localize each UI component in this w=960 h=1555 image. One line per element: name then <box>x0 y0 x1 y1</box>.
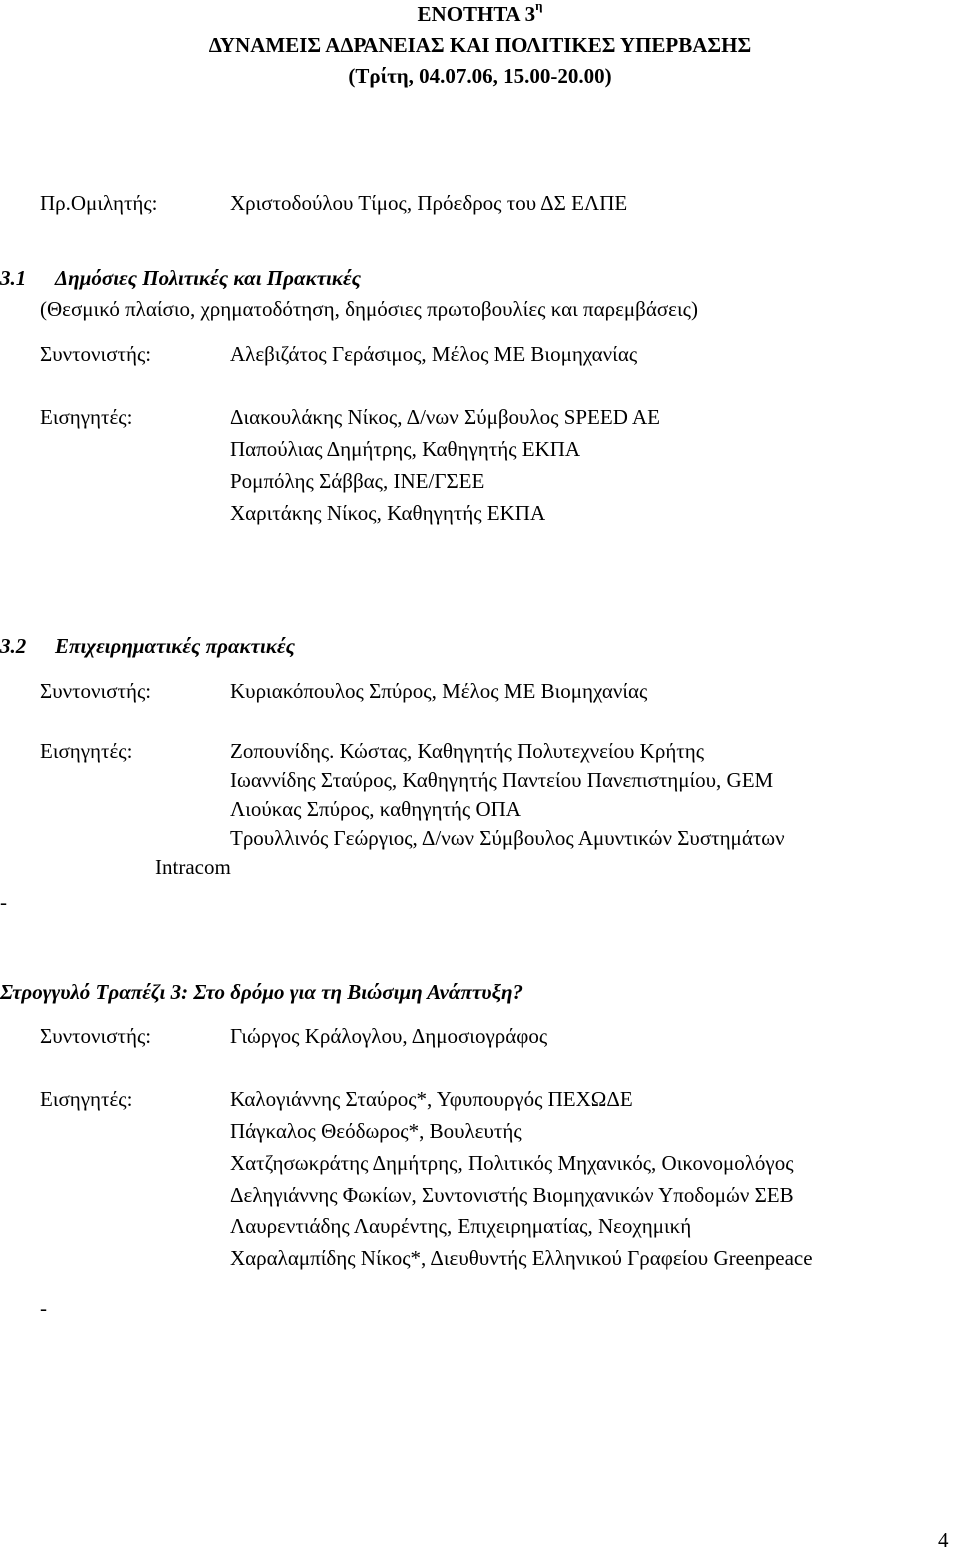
document-date: (Τρίτη, 04.07.06, 15.00-20.00) <box>348 64 612 88</box>
section-1-subtitle: (Θεσμικό πλαίσιο, χρηματοδότηση, δημόσιες πρωτοβουλίες και παρεμβάσεις) <box>40 297 698 321</box>
section-2-number: 3.2 <box>0 634 27 658</box>
roundtable-coordinator: Γιώργος Κράλογλου, Δημοσιογράφος <box>230 1024 548 1048</box>
main-speaker-label: Πρ.Ομιλητής: <box>40 191 158 215</box>
roundtable-speaker: Καλογιάννης Σταύρος*, Υφυπουργός ΠΕΧΩΔΕ <box>230 1087 633 1111</box>
roundtable-speaker: Χαραλαμπίδης Νίκος*, Διευθυντής Ελληνικού Γραφείου Greenpeace <box>230 1246 813 1270</box>
title-main: ΕΝΟΤΗΤΑ 3 <box>417 2 536 26</box>
section-1-speaker: Παπούλιας Δημήτρης, Καθηγητής ΕΚΠΑ <box>230 437 581 461</box>
document-subtitle: ΔΥΝΑΜΕΙΣ ΑΔΡΑΝΕΙΑΣ ΚΑΙ ΠΟΛΙΤΙΚΕΣ ΥΠΕΡΒΑΣΗΣ <box>208 33 752 57</box>
section-1-speaker: Χαριτάκης Νίκος, Καθηγητής ΕΚΠΑ <box>230 501 546 525</box>
page-number: 4 <box>938 1528 949 1552</box>
section-2-dash: - <box>0 890 7 914</box>
section-2-speakers-label: Εισηγητές: <box>40 739 133 763</box>
roundtable-speaker: Χατζησωκράτης Δημήτρης, Πολιτικός Μηχανικός, Οικονομολόγος <box>230 1151 794 1175</box>
roundtable-speaker: Πάγκαλος Θεόδωρος*, Βουλευτής <box>230 1119 522 1143</box>
roundtable-speaker: Λαυρεντιάδης Λαυρέντης, Επιχειρηματίας, Νεοχημική <box>230 1214 692 1238</box>
roundtable-speaker: Δεληγιάννης Φωκίων, Συντονιστής Βιομηχανικών Υποδομών ΣΕΒ <box>230 1183 794 1207</box>
section-2-speaker: Λιούκας Σπύρος, καθηγητής ΟΠΑ <box>230 797 521 821</box>
section-2-title: Επιχειρηματικές πρακτικές <box>55 634 295 658</box>
section-1-speaker: Ρομπόλης Σάββας, ΙΝΕ/ΓΣΕΕ <box>230 469 485 493</box>
title-superscript: η <box>535 0 543 13</box>
section-1-coordinator: Αλεβιζάτος Γεράσιμος, Μέλος ΜΕ Βιομηχανίας <box>230 342 638 366</box>
main-speaker-name: Χριστοδούλου Τίμος, Πρόεδρος του ΔΣ ΕΛΠΕ <box>230 191 628 215</box>
section-1-number: 3.1 <box>0 266 27 290</box>
roundtable-speakers-label: Εισηγητές: <box>40 1087 133 1111</box>
section-2-speaker-continuation: Intracom <box>155 855 231 879</box>
document-title <box>0 2 960 27</box>
roundtable-dash: - <box>40 1296 47 1320</box>
section-2-speaker: Ζοπουνίδης. Κώστας, Καθηγητής Πολυτεχνείου Κρήτης <box>230 739 705 763</box>
section-2-speaker: Ιωαννίδης Σταύρος, Καθηγητής Παντείου Πανεπιστημίου, GEM <box>230 768 774 792</box>
section-1-coordinator-label: Συντονιστής: <box>40 342 152 366</box>
section-2-coordinator: Κυριακόπουλος Σπύρος, Μέλος ΜΕ Βιομηχανίας <box>230 679 648 703</box>
section-1-speaker: Διακουλάκης Νίκος, Δ/νων Σύμβουλος SPEED AE <box>230 405 660 429</box>
roundtable-title: Στρογγυλό Τραπέζι 3: Στο δρόμο για τη Βιώσιμη Ανάπτυξη? <box>0 980 524 1004</box>
section-2-coordinator-label: Συντονιστής: <box>40 679 152 703</box>
section-1-speakers-label: Εισηγητές: <box>40 405 133 429</box>
section-2-speaker: Τρουλλινός Γεώργιος, Δ/νων Σύμβουλος Αμυντικών Συστημάτων <box>230 826 785 850</box>
section-1-title: Δημόσιες Πολιτικές και Πρακτικές <box>55 266 361 290</box>
roundtable-coordinator-label: Συντονιστής: <box>40 1024 152 1048</box>
